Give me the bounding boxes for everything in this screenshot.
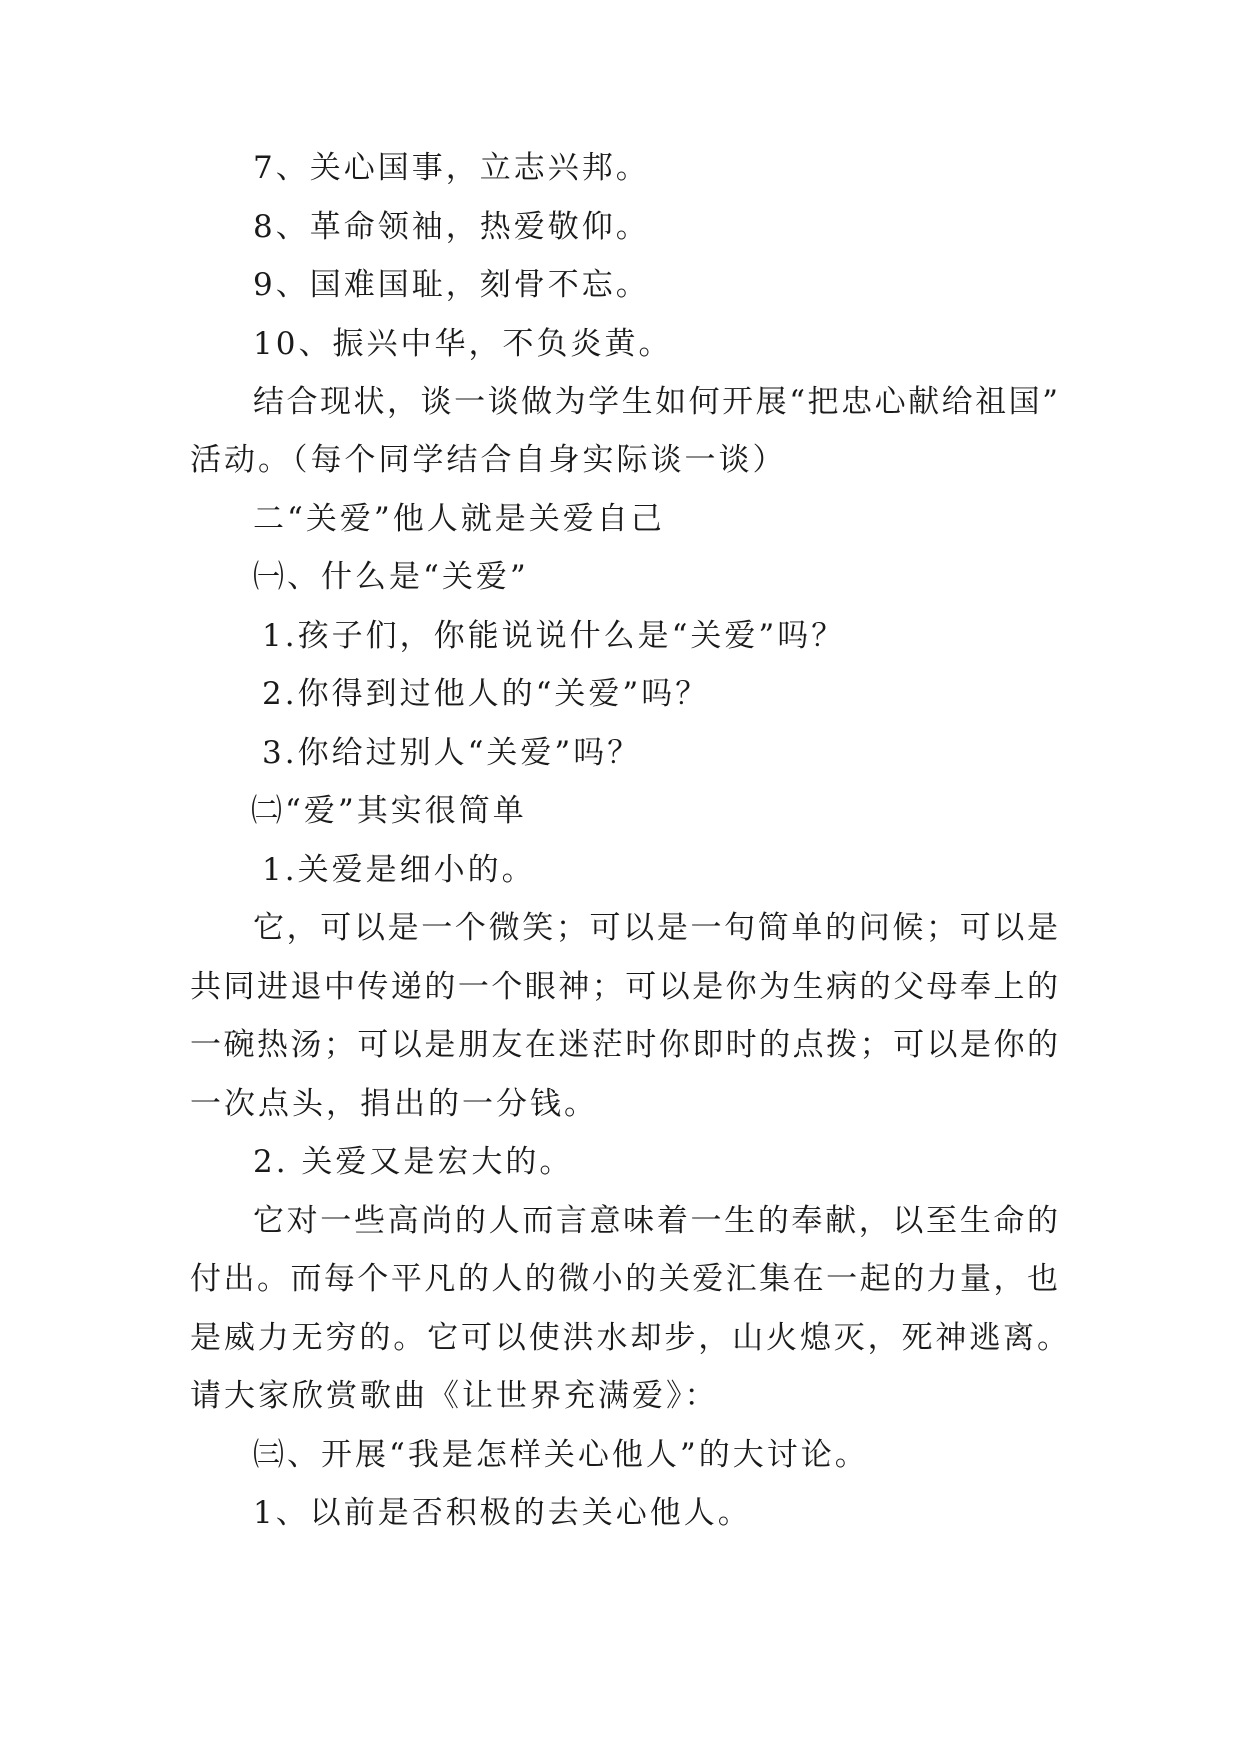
question-item: 2.你得到过他人的“关爱”吗？	[262, 676, 710, 712]
list-item: 2. 关爱又是宏大的。	[253, 1144, 574, 1180]
list-item: 1.关爱是细小的。	[262, 852, 536, 888]
list-item: 1、以前是否积极的去关心他人。	[253, 1495, 752, 1531]
paragraph-line: 它对一些高尚的人而言意味着一生的奉献，以至生命的	[253, 1203, 1058, 1239]
subsection-heading: ㈡“爱”其实很简单	[251, 793, 527, 829]
paragraph-line: 付出。而每个平凡的人的微小的关爱汇集在一起的力量，也	[190, 1261, 1058, 1297]
list-item-8: 8、革命领袖，热爱敬仰。	[253, 209, 650, 245]
list-item-7: 7、关心国事，立志兴邦。	[253, 150, 650, 186]
paragraph-line: 请大家欣赏歌曲《让世界充满爱》：	[190, 1378, 719, 1414]
section-heading: 二“关爱”他人就是关爱自己	[253, 501, 665, 537]
list-item-9: 9、国难国耻，刻骨不忘。	[253, 267, 650, 303]
paragraph-line: 共同进退中传递的一个眼神；可以是你为生病的父母奉上的	[190, 969, 1058, 1005]
subsection-heading: ㈠、什么是“关爱”	[253, 559, 529, 595]
list-item-10: 10、振兴中华，不负炎黄。	[253, 326, 673, 362]
paragraph-line: 是威力无穷的。它可以使洪水却步，山火熄灭，死神逃离。	[190, 1320, 1068, 1356]
paragraph-line: 它，可以是一个微笑；可以是一句简单的问候；可以是	[253, 910, 1058, 946]
subsection-heading: ㈢、开展“我是怎样关心他人”的大讨论。	[253, 1437, 869, 1473]
question-item: 3.你给过别人“关爱”吗？	[262, 735, 642, 771]
paragraph-line: 活动。（每个同学结合自身实际谈一谈）	[190, 442, 787, 478]
paragraph-line: 结合现状，谈一谈做为学生如何开展“把忠心献给祖国”	[253, 384, 1058, 420]
paragraph-line: 一碗热汤；可以是朋友在迷茫时你即时的点拨；可以是你的	[190, 1027, 1058, 1063]
paragraph-line: 一次点头，捐出的一分钱。	[190, 1086, 598, 1122]
question-item: 1.孩子们，你能说说什么是“关爱”吗？	[262, 618, 846, 654]
